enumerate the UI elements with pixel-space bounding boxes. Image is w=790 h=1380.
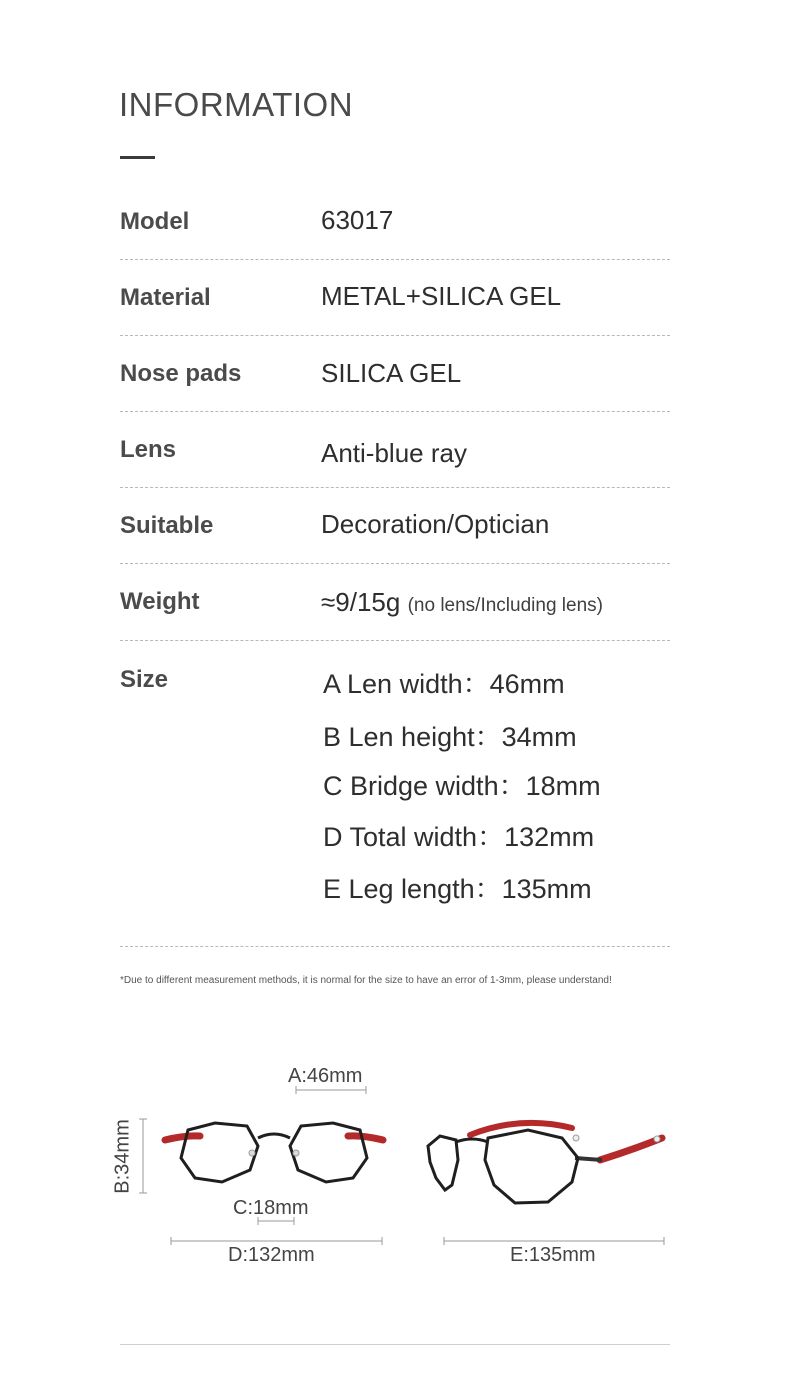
front-view-glasses <box>165 1123 383 1182</box>
dimension-e-label: E:135mm <box>510 1244 596 1266</box>
spec-value: SILICA GEL <box>321 358 462 388</box>
title-underline <box>120 156 155 159</box>
spec-value: 63017 <box>321 205 394 235</box>
divider <box>120 640 670 641</box>
weight-value: ≈9/15g <box>321 587 401 617</box>
spec-value: METAL+SILICA GEL <box>321 281 562 311</box>
spec-label: Weight <box>120 588 200 615</box>
divider <box>120 335 670 336</box>
page-title: INFORMATION <box>119 86 354 123</box>
divider <box>120 563 670 564</box>
spec-label: Suitable <box>120 512 214 539</box>
size-line-c: C Bridge width：18mm <box>323 771 601 801</box>
dimension-diagram <box>0 1050 790 1280</box>
divider <box>120 946 670 947</box>
bottom-divider <box>120 1344 670 1345</box>
divider <box>120 411 670 412</box>
weight-note: (no lens/Including lens) <box>407 595 603 616</box>
spec-value: Anti-blue ray <box>321 438 467 468</box>
spec-label: Model <box>120 208 190 235</box>
spec-label-size: Size <box>120 666 169 693</box>
divider <box>120 487 670 488</box>
spec-value: Decoration/Optician <box>321 509 550 539</box>
spec-label: Lens <box>120 436 177 463</box>
spec-label: Nose pads <box>120 360 242 387</box>
dimension-b-label: B:34mm <box>111 1119 134 1194</box>
size-line-a: A Len width：46mm <box>323 669 565 699</box>
spec-label: Material <box>120 284 211 311</box>
divider <box>120 259 670 260</box>
dimension-a-label: A:46mm <box>288 1065 363 1087</box>
spec-value-weight <box>321 587 603 618</box>
dimension-d-label: D:132mm <box>228 1244 315 1266</box>
disclaimer-note: *Due to different measurement methods, it is normal for the size to have an error of 1-3mm, please understand! <box>120 975 612 986</box>
size-line-d: D Total width：132mm <box>323 822 595 852</box>
size-line-e: E Leg length：135mm <box>323 874 592 904</box>
dimension-c-label: C:18mm <box>233 1197 309 1219</box>
side-view-glasses <box>428 1123 662 1203</box>
size-line-b: B Len height：34mm <box>323 722 577 752</box>
